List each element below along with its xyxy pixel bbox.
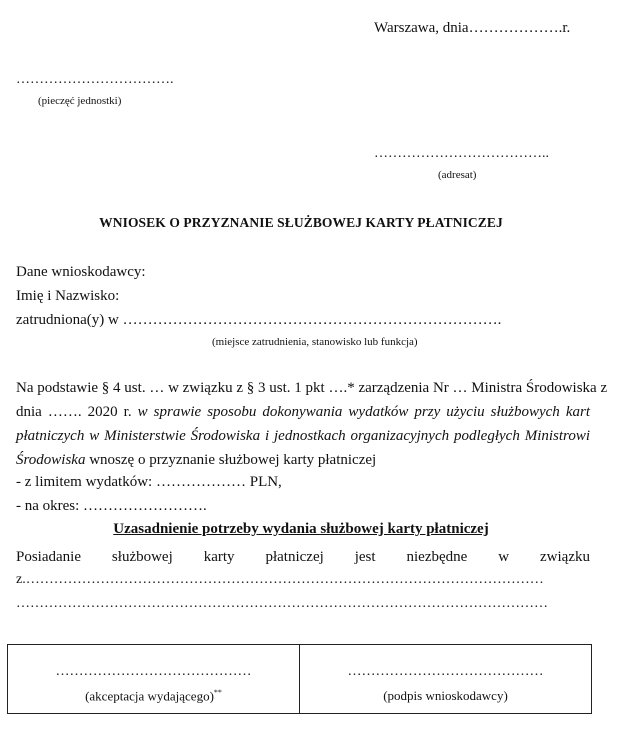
basis-regulation-title-cont: płatniczych w Ministerstwie Środowiska i jednostkach organizacyjnych podległych Ministrowi — [16, 428, 590, 444]
stamp-caption: (pieczęć jednostki) — [38, 95, 122, 107]
addressee-caption: (adresat) — [438, 169, 477, 181]
applicant-heading: Dane wnioskodawcy: — [16, 264, 146, 280]
basis-line-3 — [16, 424, 590, 448]
basis-regulation-title: w sprawie sposobu dokonywania wydatków przy użyciu służbowych kart — [137, 404, 590, 420]
basis-line-4 — [16, 448, 590, 472]
employed-label: zatrudniona(y) w …………………………………………………………………. — [16, 312, 502, 328]
applicant-signature-cell — [300, 645, 591, 713]
basis-date: dnia ……. 2020 r. — [16, 404, 132, 420]
place-date: Warszawa, dnia……………….r. — [374, 20, 571, 36]
basis-paragraph — [16, 376, 608, 472]
document-title: WNIOSEK O PRZYZNANIE SŁUŻBOWEJ KARTY PŁATNICZEJ — [99, 215, 503, 230]
justification-line-3: …………………………………………………………………………………………………… — [16, 596, 548, 611]
basis-line-2 — [16, 400, 590, 424]
issuer-caption-text: (akceptacja wydającego) — [85, 688, 214, 704]
limit-line: - z limitem wydatków: ……………… PLN, — [16, 474, 282, 490]
period-line: - na okres: ……………………. — [16, 498, 207, 514]
addressee-dots: ……………………………….. — [374, 146, 549, 161]
signature-table — [7, 644, 592, 714]
basis-request: wnoszę o przyznanie służbowej karty płatniczej — [89, 452, 377, 468]
basis-line-1: Na podstawie § 4 ust. … w związku z § 3 ust. 1 pkt ….* zarządzenia Nr … Ministra Środowiska z — [16, 380, 608, 396]
applicant-signature-caption: (podpis wnioskodawcy) — [383, 688, 508, 703]
name-label: Imię i Nazwisko: — [16, 288, 120, 304]
justification-paragraph — [16, 545, 590, 569]
basis-ministry: Środowiska — [16, 452, 86, 468]
justification-line-1: Posiadanie służbowej karty płatniczej jest niezbędne w związku — [16, 549, 590, 565]
applicant-signature-dots: …………………………………… — [347, 664, 544, 679]
footnote-mark: ** — [213, 688, 222, 697]
justification-heading: Uzasadnienie potrzeby wydania służbowej karty płatniczej — [113, 521, 489, 537]
issuer-signature-dots: …………………………………… — [55, 664, 252, 679]
issuer-acceptance-cell — [8, 645, 299, 713]
issuer-acceptance-caption — [8, 688, 299, 704]
employed-caption: (miejsce zatrudnienia, stanowisko lub funkcja) — [212, 336, 418, 348]
stamp-dots: ……………………………. — [16, 72, 174, 87]
justification-line-2: z.………………………………………………………………………………………………… — [16, 572, 544, 587]
